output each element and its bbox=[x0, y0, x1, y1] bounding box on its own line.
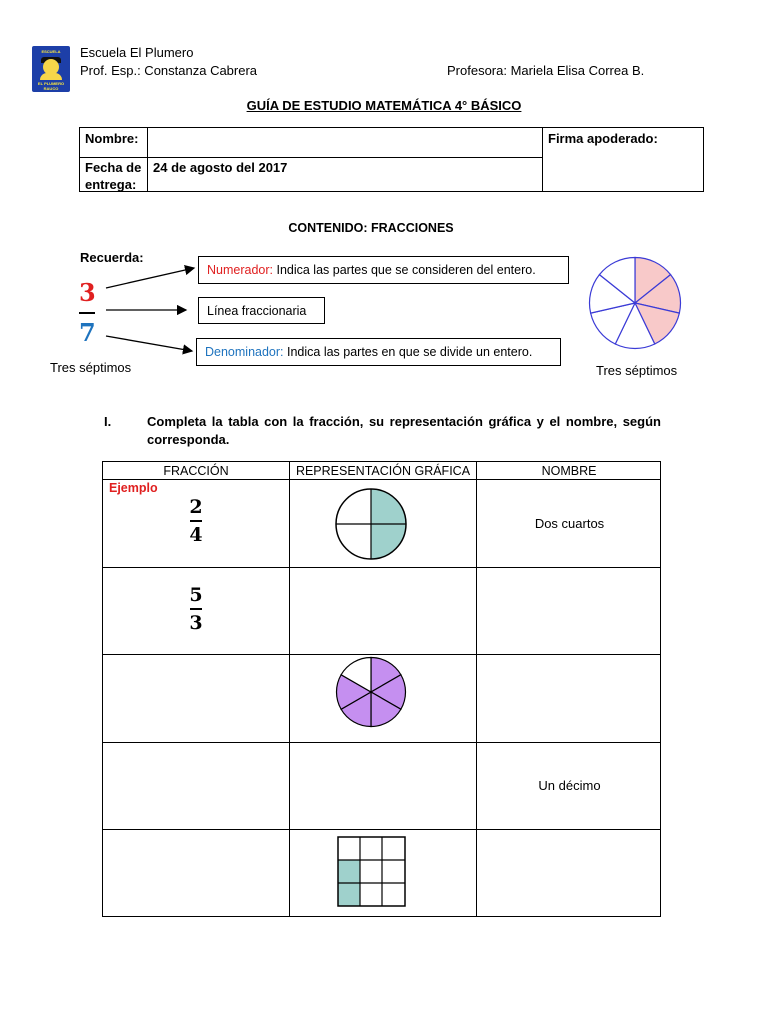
row1-fraction: 2 4 bbox=[189, 496, 203, 546]
prof-esp: Prof. Esp.: Constanza Cabrera bbox=[80, 63, 258, 78]
row4-representation-field[interactable] bbox=[290, 743, 476, 829]
row2-representation-field[interactable] bbox=[290, 568, 476, 654]
instruction-line-1: Completa la tabla con la fracción, su representación gráfica y el nombre, según bbox=[147, 414, 661, 429]
recuerda-label: Recuerda: bbox=[80, 250, 144, 265]
row2-name-field[interactable] bbox=[477, 568, 661, 654]
instruction-line-2: corresponda. bbox=[147, 432, 230, 447]
numerador-box: Numerador: Indica las partes que se consideren del entero. bbox=[198, 256, 569, 284]
row2-fraction: 5 3 bbox=[189, 584, 203, 634]
firma-label: Firma apoderado: bbox=[548, 131, 658, 146]
section-heading: CONTENIDO: FRACCIONES bbox=[288, 221, 454, 235]
row4-fraction-field[interactable] bbox=[103, 743, 289, 829]
header-representacion: REPRESENTACIÓN GRÁFICA bbox=[295, 464, 471, 478]
arrows-svg bbox=[100, 262, 200, 362]
exercise-number: I. bbox=[104, 414, 112, 429]
header-nombre: NOMBRE bbox=[541, 464, 597, 478]
arrow-numerador bbox=[106, 268, 194, 288]
page-title: GUÍA DE ESTUDIO MATEMÁTICA 4° BÁSICO bbox=[246, 98, 522, 113]
profesora: Profesora: Mariela Elisa Correa B. bbox=[447, 63, 645, 78]
row5-name-field[interactable] bbox=[477, 830, 661, 916]
school-logo bbox=[32, 46, 70, 92]
nombre-field[interactable] bbox=[148, 128, 542, 157]
nombre-label: Nombre: bbox=[85, 131, 139, 146]
row5-grid-ninths bbox=[337, 836, 407, 908]
row1-circle-quarters bbox=[335, 488, 407, 560]
row3-fraction-field[interactable] bbox=[103, 655, 289, 742]
caption-left: Tres séptimos bbox=[50, 360, 132, 375]
logo-text-bottom-2: RAUCO bbox=[43, 86, 59, 91]
fecha-label: Fecha de entrega: bbox=[85, 160, 142, 192]
denominador-box: Denominador: Indica las partes en que se divide un entero. bbox=[196, 338, 561, 366]
row4-name: Un décimo bbox=[538, 778, 601, 793]
three-sevenths-circle bbox=[588, 256, 682, 350]
fraction-table bbox=[102, 461, 661, 917]
example-label: Ejemplo bbox=[109, 481, 158, 495]
arrow-denominador bbox=[106, 336, 192, 351]
school-name: Escuela El Plumero bbox=[80, 45, 194, 60]
row5-fraction-field[interactable] bbox=[103, 830, 289, 916]
logo-text-bottom-1: EL PLUMERO bbox=[37, 81, 65, 86]
fraction-numerator: 3 bbox=[79, 278, 96, 307]
row3-circle-sixths bbox=[335, 656, 407, 728]
fecha-value: 24 de agosto del 2017 bbox=[153, 160, 288, 175]
caption-right: Tres séptimos bbox=[596, 363, 678, 378]
row3-name-field[interactable] bbox=[477, 655, 661, 742]
header-fraccion: FRACCIÓN bbox=[163, 464, 229, 478]
student-info-table bbox=[79, 127, 704, 192]
row1-name: Dos cuartos bbox=[534, 516, 605, 531]
logo-text-top: ESCUELA bbox=[41, 49, 61, 54]
fraction-bar bbox=[79, 312, 95, 314]
linea-box: Línea fraccionaria bbox=[198, 297, 325, 324]
logo-body-shape bbox=[40, 73, 62, 80]
fraction-denominator: 7 bbox=[79, 318, 96, 347]
